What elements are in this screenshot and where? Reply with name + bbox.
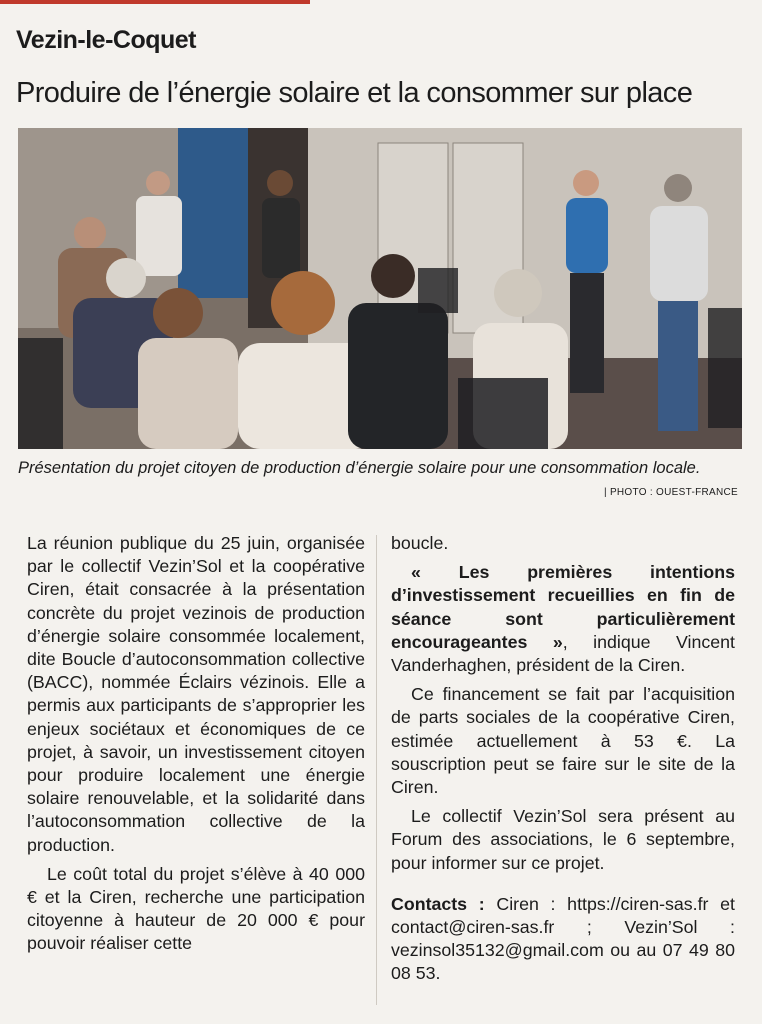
article-column-right	[391, 532, 735, 986]
paragraph: Le coût total du projet s’élève à 40 000 € et la Ciren, recherche une participation citoyenne à hauteur de 20 000 € pour pouvoir réaliser cette	[27, 863, 365, 954]
paragraph: La réunion publique du 25 juin, organisée par le collectif Vezin’Sol et la coopérative Ciren, était consacrée à la présentation concrète du projet vezinois de production d’énergie solaire consommée localement, dite Boucle d’autoconsommation collective (BACC), nommée Éclairs vézinois. Elle a permis aux participants de s’approprier les enjeux sociétaux et économiques de ce projet, à savoir, un investissement citoyen pour produire localement une énergie solaire renouvelable, et la solidarité dans l’autoconsommation collective de la production.	[27, 533, 365, 855]
quote-attribution: , indique Vincent Vanderhaghen, président de la Ciren.	[391, 631, 735, 676]
contacts-paragraph	[391, 893, 735, 986]
top-accent-bar	[0, 0, 310, 4]
meeting-scene-illustration	[18, 128, 742, 449]
paragraph: Ce financement se fait par l’acquisition de parts sociales de la coopérative Ciren, estimée actuellement à 53 €. La souscription peut se faire sur le site de la Ciren.	[391, 684, 735, 798]
kicker-location: Vezin-le-Coquet	[16, 26, 197, 54]
column-divider	[376, 535, 377, 1005]
paragraph-continuation: boucle.	[391, 533, 449, 553]
contacts-label: Contacts :	[391, 893, 485, 914]
article-headline: Produire de l’énergie solaire et la consommer sur place	[16, 77, 693, 109]
paragraph: Le collectif Vezin’Sol sera présent au Forum des associations, le 6 septembre, pour informer sur ce projet.	[391, 806, 735, 873]
photo-credit: | PHOTO : OUEST-FRANCE	[603, 487, 738, 498]
article-column-left	[27, 532, 365, 956]
quote-paragraph	[391, 561, 735, 677]
pull-quote: « Les premières intentions d’investissement recueillies en fin de séance sont particulièrement encourageantes »	[391, 562, 735, 652]
photo-caption: Présentation du projet citoyen de production d’énergie solaire pour une consommation locale.	[18, 459, 701, 477]
contacts-text: Ciren : https://ciren-sas.fr et contact@ciren-sas.fr ; Vezin’Sol : vezinsol35132@gmail.com ou au 07 49 80 08 53.	[391, 893, 735, 984]
article-photo	[18, 128, 742, 449]
